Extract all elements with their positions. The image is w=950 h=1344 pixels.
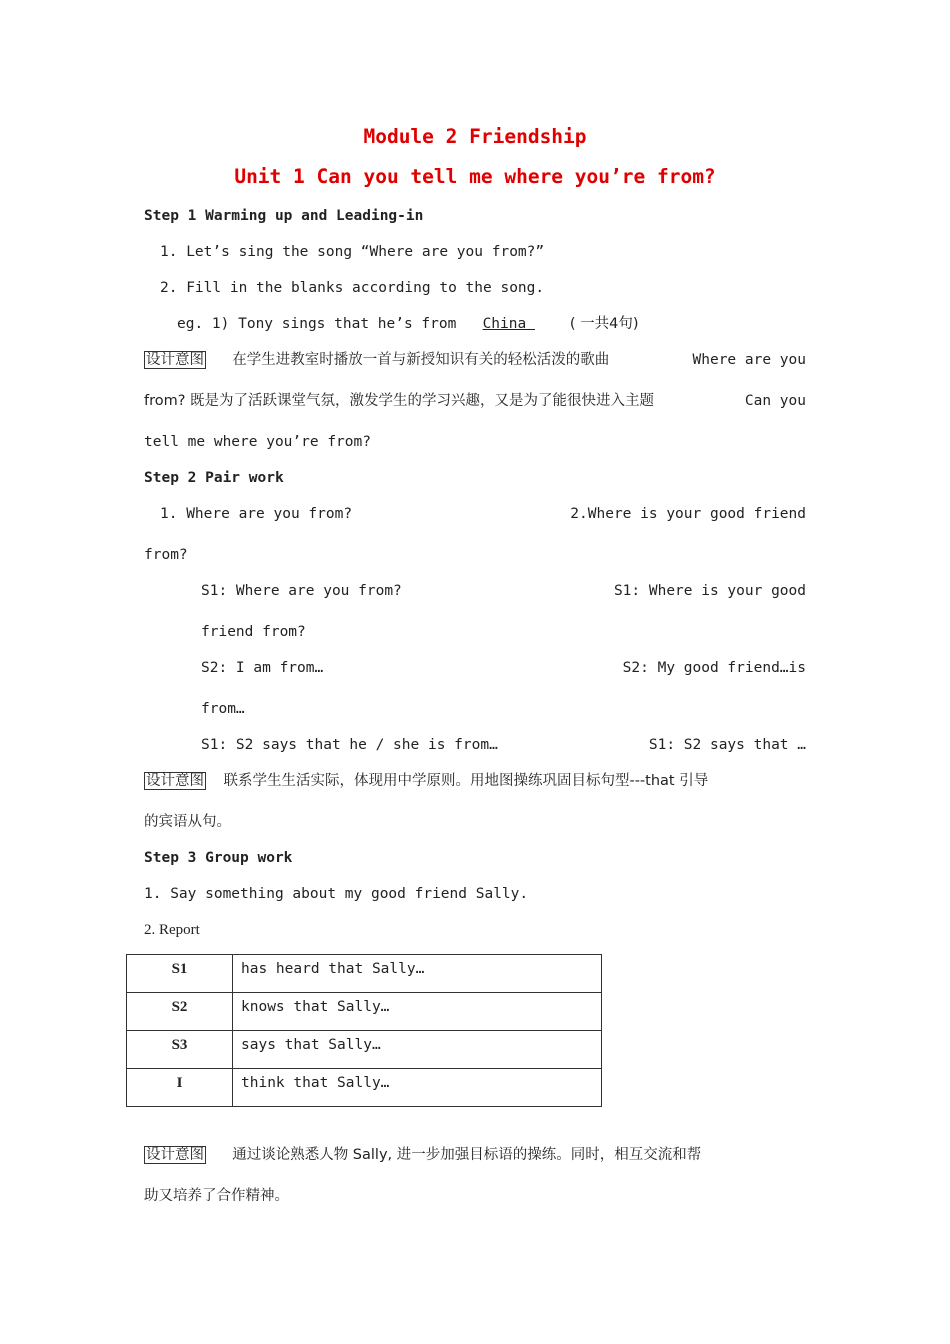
step1-design-line3: tell me where you’re from? bbox=[144, 434, 371, 450]
table-cell-who: S2 bbox=[127, 993, 233, 1031]
design-text: 通过谈论熟悉人物 Sally, 进一步加强目标语的操练。同时，相互交流和帮 bbox=[232, 1147, 702, 1163]
design-intent-label: 设计意图 bbox=[146, 352, 204, 368]
dialog-left-s1b: S1: S2 says that he / she is from… bbox=[201, 737, 498, 753]
step1-heading: Step 1 Warming up and Leading-in bbox=[144, 208, 424, 224]
dialog-left-s1: S1: Where are you from? bbox=[201, 583, 402, 599]
step1-design-line2-end: Can you bbox=[744, 393, 806, 409]
report-table bbox=[126, 954, 602, 1107]
step2-q1: 1. Where are you from? bbox=[160, 506, 353, 522]
table-cell-who: I bbox=[127, 1069, 233, 1107]
step2-design-line2: 的宾语从句。 bbox=[144, 814, 231, 830]
step2-heading: Step 2 Pair work bbox=[144, 470, 284, 486]
table-row bbox=[127, 1069, 602, 1107]
design-text: 在学生进教室时播放一首与新授知识有关的轻松活泼的歌曲 bbox=[232, 352, 610, 368]
table-cell-text: knows that Sally… bbox=[233, 993, 602, 1031]
design-text: 联系学生生活实际，体现用中学原则。用地图操练巩固目标句型---that 引导 bbox=[223, 773, 709, 789]
step3-heading: Step 3 Group work bbox=[144, 850, 293, 866]
step1-item1: 1. Let’s sing the song “Where are you from?” bbox=[160, 244, 545, 260]
design-intent-label: 设计意图 bbox=[146, 773, 204, 789]
step2-q2: 2.Where is your good friend bbox=[570, 506, 806, 522]
table-row bbox=[127, 955, 602, 993]
table-cell-text: has heard that Sally… bbox=[233, 955, 602, 993]
step1-example bbox=[177, 314, 639, 334]
table-cell-text: think that Sally… bbox=[233, 1069, 602, 1107]
dialog-right-s2-cont: from… bbox=[201, 701, 245, 717]
dialog-left-s2: S2: I am from… bbox=[201, 660, 324, 676]
example-answer: China bbox=[482, 316, 535, 332]
step2-design-line1 bbox=[144, 771, 708, 791]
module-title: Module 2 Friendship bbox=[363, 125, 587, 148]
step1-design-line2: from? 既是为了活跃课堂气氛，激发学生的学习兴趣，又是为了能很快进入主题 bbox=[144, 393, 655, 409]
step1-design-line1-end: Where are you bbox=[692, 352, 806, 368]
step2-q2-cont: from? bbox=[144, 547, 188, 563]
dialog-right-s1b: S1: S2 says that … bbox=[648, 737, 806, 753]
example-prefix: eg. 1) Tony sings that he’s from bbox=[177, 316, 457, 332]
dialog-right-s1: S1: Where is your good bbox=[613, 583, 806, 599]
step3-item2: 2. Report bbox=[144, 922, 200, 938]
table-cell-who: S1 bbox=[127, 955, 233, 993]
example-note: ( 一共4句) bbox=[569, 316, 639, 332]
dialog-right-s2: S2: My good friend…is bbox=[622, 660, 806, 676]
unit-title: Unit 1 Can you tell me where you’re from? bbox=[234, 165, 716, 188]
table-row bbox=[127, 993, 602, 1031]
design-intent-label: 设计意图 bbox=[146, 1147, 204, 1163]
step1-item2: 2. Fill in the blanks according to the song. bbox=[160, 280, 545, 296]
step3-design-line1 bbox=[144, 1145, 701, 1165]
table-row bbox=[127, 1031, 602, 1069]
dialog-right-s1-cont: friend from? bbox=[201, 624, 306, 640]
step3-design-line2: 助又培养了合作精神。 bbox=[144, 1188, 289, 1204]
step3-item1: 1. Say something about my good friend Sally. bbox=[144, 886, 529, 902]
table-cell-who: S3 bbox=[127, 1031, 233, 1069]
step1-design-line1 bbox=[144, 350, 609, 370]
table-cell-text: says that Sally… bbox=[233, 1031, 602, 1069]
